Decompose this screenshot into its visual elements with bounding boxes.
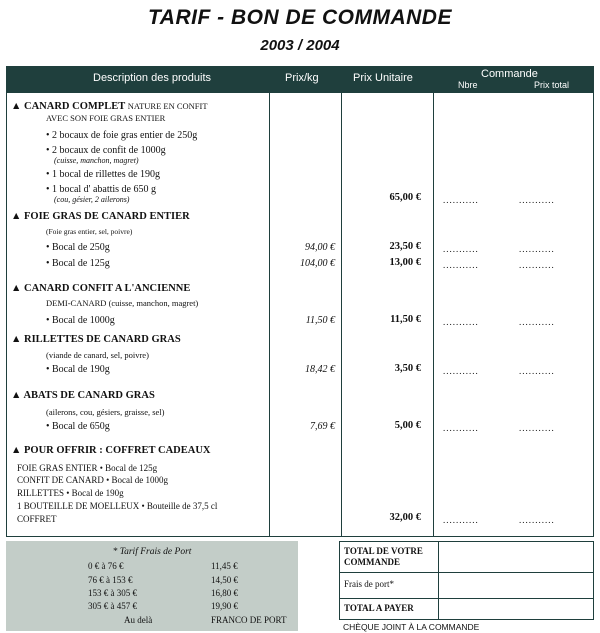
page-title: TARIF - BON DE COMMANDE (148, 6, 452, 29)
total-field[interactable]: ........... (519, 244, 555, 254)
frais-port-label: Frais de port* (344, 579, 394, 589)
prix-kg: 7,69 € (310, 421, 335, 432)
cheque-note: CHÈQUE JOINT À LA COMMANDE (343, 622, 480, 632)
shipping-beyond-value: FRANCO DE PORT (211, 615, 287, 625)
nbre-field[interactable]: ........... (443, 366, 479, 376)
section-canard-complet (11, 101, 208, 112)
prix-kg: 104,00 € (300, 258, 335, 269)
list-item: • Bocal de 190g (46, 364, 110, 375)
list-item-note: (cuisse, manchon, magret) (54, 156, 139, 165)
prix-unitaire: 65,00 € (389, 192, 421, 203)
shipping-range: 0 € à 76 € (88, 561, 124, 571)
prix-unitaire: 11,50 € (390, 314, 421, 325)
section-title: ▲ CANARD COMPLET (11, 101, 126, 112)
list-item: • 1 bocal d' abattis de 650 g (46, 184, 156, 195)
divider (340, 598, 593, 599)
list-item: • Bocal de 250g (46, 242, 110, 253)
section-title: ▲ CANARD CONFIT A L'ANCIENNE (11, 283, 191, 294)
divider (340, 572, 593, 573)
list-item: 1 BOUTEILLE DE MOELLEUX • Bouteille de 37,5 cl (17, 501, 218, 511)
table-header (7, 67, 593, 93)
prix-kg: 94,00 € (305, 242, 335, 253)
list-item: • 2 bocaux de confit de 1000g (46, 145, 166, 156)
header-prix-total: Prix total (534, 80, 570, 90)
shipping-price: 16,80 € (211, 588, 238, 598)
section-note: (viande de canard, sel, poivre) (46, 350, 149, 360)
list-item: • 1 bocal de rillettes de 190g (46, 169, 161, 180)
header-commande: Commande (481, 68, 538, 80)
section-note: DEMI-CANARD (cuisse, manchon, magret) (46, 298, 199, 308)
list-item: • Bocal de 650g (46, 421, 110, 432)
shipping-tariff-box (6, 541, 298, 631)
shipping-price: 14,50 € (211, 575, 238, 585)
nbre-field[interactable]: ........... (443, 195, 479, 205)
list-item: RILLETTES • Bocal de 190g (17, 488, 124, 498)
list-item: • 2 bocaux de foie gras entier de 250g (46, 130, 198, 141)
total-field[interactable]: ........... (519, 423, 555, 433)
prix-unitaire: 23,50 € (389, 241, 421, 252)
list-item: CONFIT DE CANARD • Bocal de 1000g (17, 475, 168, 485)
nbre-field[interactable]: ........... (443, 317, 479, 327)
shipping-price: 11,45 € (211, 561, 238, 571)
header-prix-unitaire: Prix Unitaire (353, 72, 413, 84)
prix-unitaire: 5,00 € (394, 420, 421, 431)
nbre-field[interactable]: ........... (443, 244, 479, 254)
prix-unitaire: 32,00 € (389, 512, 421, 523)
total-field[interactable]: ........... (519, 260, 555, 270)
section-title: ▲ POUR OFFRIR : COFFRET CADEAUX (11, 445, 211, 456)
section-title: ▲ ABATS DE CANARD GRAS (11, 390, 155, 401)
prix-kg: 18,42 € (305, 364, 335, 375)
section-note: (ailerons, cou, gésiers, graisse, sel) (46, 407, 165, 417)
shipping-range: 76 € à 153 € (88, 575, 133, 585)
total-field[interactable]: ........... (519, 366, 555, 376)
total-field[interactable]: ........... (519, 317, 555, 327)
nbre-field[interactable]: ........... (443, 423, 479, 433)
header-prix-kg: Prix/kg (285, 72, 319, 84)
prix-kg: 11,50 € (305, 315, 335, 326)
shipping-range: 305 € à 457 € (88, 601, 137, 611)
column-divider (269, 93, 270, 536)
list-item: FOIE GRAS ENTIER • Bocal de 125g (17, 463, 158, 473)
prix-unitaire: 13,00 € (389, 257, 421, 268)
list-item: COFFRET (17, 514, 57, 524)
list-item: • Bocal de 125g (46, 258, 110, 269)
list-item: • Bocal de 1000g (46, 315, 115, 326)
section-title: ▲ FOIE GRAS DE CANARD ENTIER (11, 211, 190, 222)
header-description: Description des produits (93, 72, 212, 84)
section-note: (Foie gras entier, sel, poivre) (46, 227, 133, 236)
total-commande-label: TOTAL DE VOTRE COMMANDE (344, 546, 423, 567)
shipping-range: 153 € à 305 € (88, 588, 137, 598)
section-title-suffix: NATURE EN CONFIT (127, 101, 208, 111)
column-divider (341, 93, 342, 536)
total-field[interactable]: ........... (519, 195, 555, 205)
column-divider (433, 93, 434, 536)
total-field[interactable]: ........... (519, 515, 555, 525)
total-payer-label: TOTAL A PAYER (344, 603, 414, 613)
divider (438, 542, 439, 619)
order-table (6, 66, 594, 537)
shipping-price: 19,90 € (211, 601, 238, 611)
section-note: AVEC SON FOIE GRAS ENTIER (46, 113, 166, 123)
nbre-field[interactable]: ........... (443, 260, 479, 270)
totals-box (339, 541, 594, 620)
page-subtitle: 2003 / 2004 (260, 37, 340, 54)
shipping-title: * Tarif Frais de Port (112, 547, 192, 557)
section-title: ▲ RILLETTES DE CANARD GRAS (11, 334, 181, 345)
header-nbre: Nbre (458, 80, 478, 90)
nbre-field[interactable]: ........... (443, 515, 479, 525)
prix-unitaire: 3,50 € (394, 363, 421, 374)
shipping-beyond-label: Au delà (124, 615, 153, 625)
list-item-note: (cou, gésier, 2 ailerons) (54, 195, 130, 204)
